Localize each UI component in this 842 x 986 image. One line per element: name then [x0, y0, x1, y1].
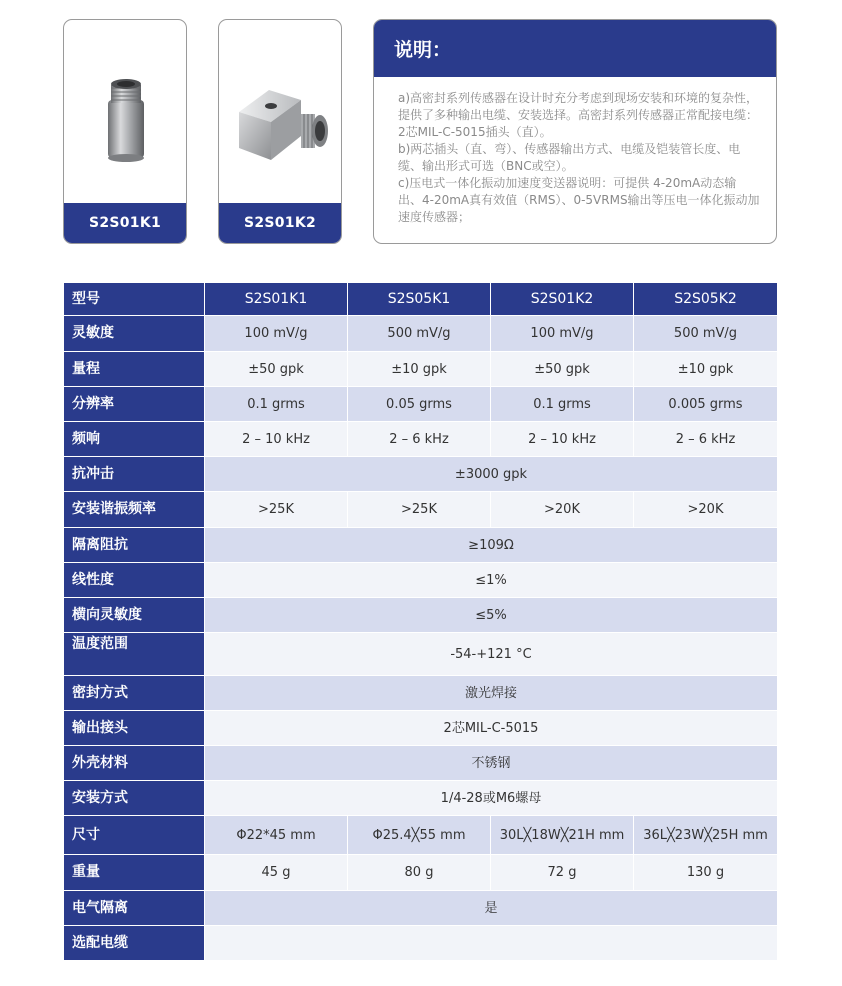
table-cell: Φ22*45 mm [205, 816, 348, 855]
table-cell: 不锈钢 [205, 746, 778, 781]
table-cell: 2 – 10 kHz [491, 422, 634, 457]
table-row [64, 457, 778, 492]
row-label: 温度范围 [64, 633, 205, 676]
table-cell: 2 – 6 kHz [348, 422, 491, 457]
table-cell: 是 [205, 891, 778, 926]
row-label: 灵敏度 [64, 316, 205, 352]
spec-table [63, 282, 778, 961]
row-label: 线性度 [64, 563, 205, 598]
row-label: 密封方式 [64, 676, 205, 711]
table-cell: ±10 gpk [348, 352, 491, 387]
table-cell: -54-+121 °C [205, 633, 778, 676]
table-cell: >20K [634, 492, 778, 528]
notes-panel [373, 19, 777, 244]
note-paragraph-c: c)压电式一体化振动加速度变送器说明：可提供 4-20mA动态输出、4-20mA真有效值（RMS）、0-5VRMS输出等压电一体化振动加速度传感器； [398, 176, 760, 224]
table-row [64, 711, 778, 746]
row-label: 隔离阻抗 [64, 528, 205, 563]
table-cell: 0.1 grms [491, 387, 634, 422]
row-label: 安装谐振频率 [64, 492, 205, 528]
table-cell: 0.05 grms [348, 387, 491, 422]
row-label: 尺寸 [64, 816, 205, 855]
cube-sensor-image [219, 20, 341, 204]
note-paragraph-b: b)两芯插头（直、弯）、传感器输出方式、电缆及铠装管长度、电缆、输出形式可选（BNC或空）。 [398, 142, 741, 173]
table-cell: 0.005 grms [634, 387, 778, 422]
row-label: 抗冲击 [64, 457, 205, 492]
table-cell: ≤5% [205, 598, 778, 633]
table-row [64, 633, 778, 676]
table-cell: ≤1% [205, 563, 778, 598]
table-cell: 激光焊接 [205, 676, 778, 711]
table-row [64, 352, 778, 387]
table-row [64, 855, 778, 891]
table-cell: Φ25.4╳55 mm [348, 816, 491, 855]
product-label: S2S01K2 [219, 203, 341, 243]
table-cell: ±10 gpk [634, 352, 778, 387]
table-row [64, 891, 778, 926]
table-row [64, 676, 778, 711]
table-cell: 130 g [634, 855, 778, 891]
row-label: 横向灵敏度 [64, 598, 205, 633]
table-cell: ±50 gpk [491, 352, 634, 387]
product-card-s2s01k1[interactable] [63, 19, 187, 244]
table-cell: 30L╳18W╳21H mm [491, 816, 634, 855]
row-label: 量程 [64, 352, 205, 387]
table-row [64, 528, 778, 563]
row-label: 外壳材料 [64, 746, 205, 781]
table-cell: 72 g [491, 855, 634, 891]
row-label: 输出接头 [64, 711, 205, 746]
table-cell: 0.1 grms [205, 387, 348, 422]
table-row [64, 563, 778, 598]
table-cell: 500 mV/g [634, 316, 778, 352]
cylindrical-sensor-image [64, 20, 186, 204]
table-row [64, 387, 778, 422]
table-row [64, 598, 778, 633]
table-row [64, 422, 778, 457]
notes-body [374, 77, 776, 226]
row-label: 电气隔离 [64, 891, 205, 926]
notes-title: 说明： [374, 20, 776, 77]
header-cell: S2S05K1 [348, 283, 491, 316]
table-row [64, 492, 778, 528]
table-cell: >20K [491, 492, 634, 528]
row-label: 重量 [64, 855, 205, 891]
table-cell: 45 g [205, 855, 348, 891]
row-label: 安装方式 [64, 781, 205, 816]
table-row [64, 816, 778, 855]
row-label: 频响 [64, 422, 205, 457]
table-cell: 100 mV/g [205, 316, 348, 352]
table-cell: 1/4-28或M6螺母 [205, 781, 778, 816]
product-card-s2s01k2[interactable] [218, 19, 342, 244]
table-cell [205, 926, 778, 961]
table-cell: 36L╳23W╳25H mm [634, 816, 778, 855]
table-cell: >25K [348, 492, 491, 528]
row-label: 分辨率 [64, 387, 205, 422]
table-row [64, 926, 778, 961]
table-row [64, 781, 778, 816]
table-cell: 80 g [348, 855, 491, 891]
row-label: 选配电缆 [64, 926, 205, 961]
table-header-row [64, 283, 778, 316]
table-row [64, 746, 778, 781]
table-cell: 500 mV/g [348, 316, 491, 352]
header-cell-model: 型号 [64, 283, 205, 316]
table-cell: 2芯MIL-C-5015 [205, 711, 778, 746]
table-cell: 100 mV/g [491, 316, 634, 352]
table-cell: 2 – 6 kHz [634, 422, 778, 457]
table-cell: ±3000 gpk [205, 457, 778, 492]
note-paragraph-a: a)高密封系列传感器在设计时充分考虑到现场安装和环境的复杂性，提供了多种输出电缆、安装选择。高密封系列传感器正常配接电缆：2芯MIL-C-5015插头（直）。 [398, 91, 759, 139]
header-cell: S2S01K1 [205, 283, 348, 316]
header-cell: S2S01K2 [491, 283, 634, 316]
product-label: S2S01K1 [64, 203, 186, 243]
table-cell: ≥109Ω [205, 528, 778, 563]
table-cell: 2 – 10 kHz [205, 422, 348, 457]
header-cell: S2S05K2 [634, 283, 778, 316]
table-row [64, 316, 778, 352]
table-cell: >25K [205, 492, 348, 528]
table-cell: ±50 gpk [205, 352, 348, 387]
